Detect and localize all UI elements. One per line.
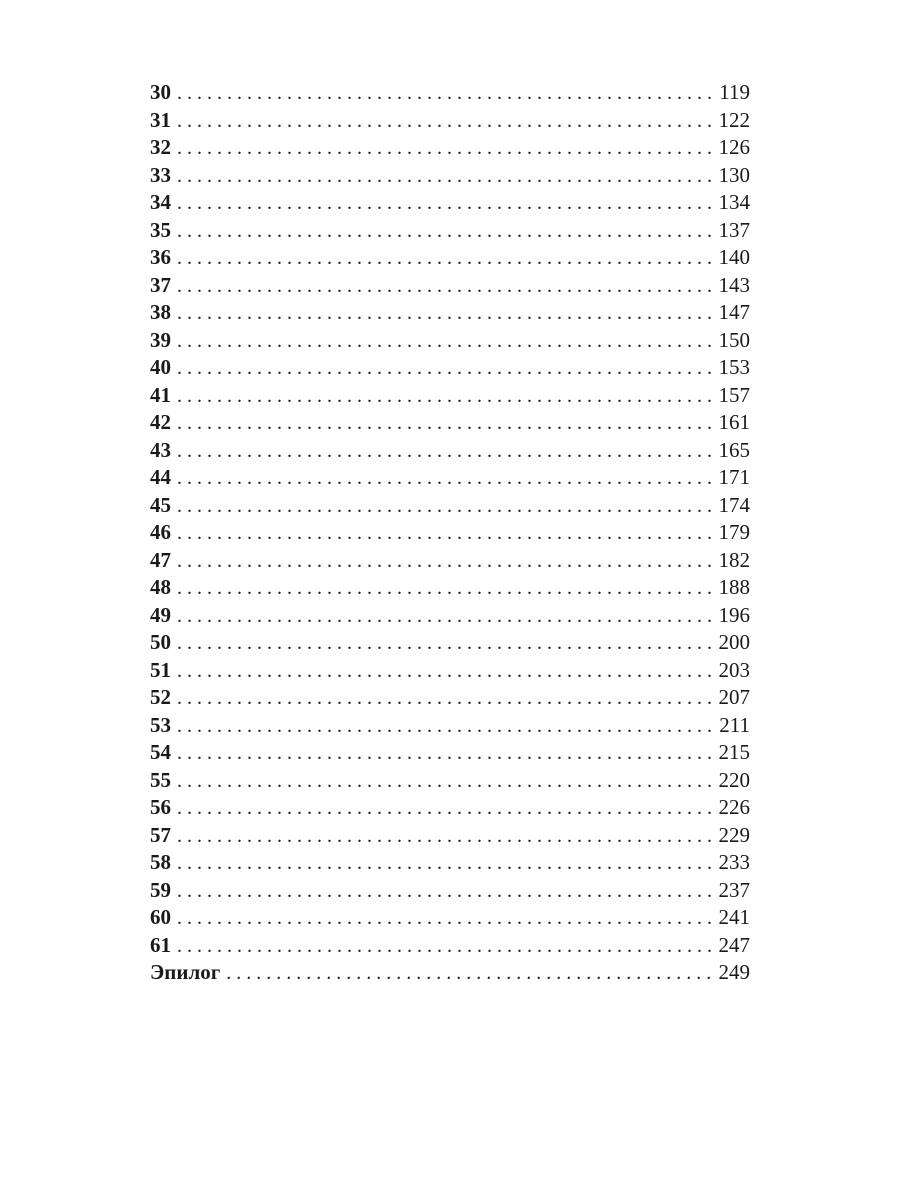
dot-leader bbox=[177, 658, 714, 686]
toc-entry-label: 34 bbox=[150, 190, 171, 214]
dot-leader bbox=[177, 438, 714, 466]
toc-entry-page-number: 207 bbox=[718, 685, 750, 709]
dot-leader bbox=[177, 685, 714, 713]
dot-leader bbox=[177, 548, 714, 576]
dot-leader bbox=[177, 878, 714, 906]
dot-leader bbox=[177, 768, 714, 796]
dot-leader bbox=[177, 383, 714, 411]
toc-entry bbox=[150, 932, 750, 960]
toc-entry-page-number: 229 bbox=[718, 822, 750, 847]
toc-entry-page-number: 130 bbox=[718, 162, 750, 187]
toc-entry-page-number: 211 bbox=[719, 712, 750, 737]
toc-entry bbox=[150, 547, 750, 575]
toc-entry-label: 35 bbox=[150, 217, 171, 242]
toc-entry bbox=[150, 877, 750, 905]
toc-entry-label: 55 bbox=[150, 767, 171, 792]
toc-entry-page-number: 196 bbox=[718, 602, 750, 627]
toc-entry bbox=[150, 437, 750, 465]
dot-leader bbox=[177, 493, 714, 521]
toc-entry-page-number: 182 bbox=[718, 547, 750, 572]
toc-entry-label: 37 bbox=[150, 272, 171, 297]
toc-entry-label: 51 bbox=[150, 657, 171, 682]
toc-entry bbox=[150, 574, 750, 602]
toc-entry-label: 49 bbox=[150, 602, 171, 627]
toc-entry bbox=[150, 904, 750, 932]
toc-entry-page-number: 150 bbox=[718, 327, 750, 352]
toc-entry-page-number: 247 bbox=[718, 932, 750, 957]
toc-entry bbox=[150, 382, 750, 410]
toc-entry-page-number: 220 bbox=[718, 767, 750, 792]
toc-entry-label: 33 bbox=[150, 162, 171, 187]
dot-leader bbox=[177, 740, 714, 768]
toc-entry-page-number: 188 bbox=[718, 575, 750, 599]
dot-leader bbox=[177, 410, 714, 438]
toc-entry-label: 38 bbox=[150, 300, 171, 324]
toc-entry-page-number: 233 bbox=[718, 850, 750, 874]
toc-entry-label: 36 bbox=[150, 245, 171, 269]
dot-leader bbox=[177, 603, 714, 631]
dot-leader bbox=[177, 823, 714, 851]
toc-entry-label: 53 bbox=[150, 712, 171, 737]
toc-entry bbox=[150, 162, 750, 190]
toc-entry bbox=[150, 657, 750, 685]
dot-leader bbox=[177, 328, 714, 356]
toc-entry bbox=[150, 464, 750, 492]
dot-leader bbox=[177, 163, 714, 191]
toc-entry-label: 60 bbox=[150, 905, 171, 929]
toc-entry-page-number: 134 bbox=[718, 190, 750, 214]
toc-entry bbox=[150, 354, 750, 382]
toc-entry bbox=[150, 712, 750, 740]
toc-entry-page-number: 153 bbox=[718, 355, 750, 379]
toc-entry bbox=[150, 189, 750, 217]
toc-entry bbox=[150, 107, 750, 135]
toc-entry-label: 52 bbox=[150, 685, 171, 709]
toc-entry bbox=[150, 767, 750, 795]
toc-entry-label: 39 bbox=[150, 327, 171, 352]
dot-leader bbox=[177, 905, 714, 933]
toc-entry-page-number: 137 bbox=[718, 217, 750, 242]
toc-entry-label: Эпилог bbox=[150, 960, 221, 984]
toc-entry-page-number: 126 bbox=[718, 135, 750, 159]
toc-entry bbox=[150, 602, 750, 630]
toc-entry bbox=[150, 794, 750, 822]
toc-entry-page-number: 171 bbox=[718, 465, 750, 489]
toc-entry bbox=[150, 739, 750, 767]
toc-entry-page-number: 237 bbox=[718, 877, 750, 902]
dot-leader bbox=[177, 190, 714, 218]
toc-entry-label: 40 bbox=[150, 355, 171, 379]
dot-leader bbox=[177, 218, 714, 246]
toc-entry-label: 57 bbox=[150, 822, 171, 847]
toc-entry-label: 59 bbox=[150, 877, 171, 902]
toc-entry-page-number: 165 bbox=[718, 437, 750, 462]
toc-entry-page-number: 241 bbox=[718, 905, 750, 929]
toc-entry bbox=[150, 629, 750, 657]
toc-entry-page-number: 226 bbox=[718, 795, 750, 819]
toc-entry bbox=[150, 492, 750, 520]
toc-entry bbox=[150, 217, 750, 245]
dot-leader bbox=[177, 245, 714, 273]
table-of-contents bbox=[150, 79, 750, 987]
toc-entry bbox=[150, 959, 750, 987]
toc-entry bbox=[150, 272, 750, 300]
dot-leader bbox=[177, 713, 714, 741]
toc-entry-label: 50 bbox=[150, 630, 171, 654]
toc-entry-label: 61 bbox=[150, 932, 171, 957]
toc-entry bbox=[150, 519, 750, 547]
toc-entry-label: 42 bbox=[150, 410, 171, 434]
toc-entry-label: 58 bbox=[150, 850, 171, 874]
dot-leader bbox=[177, 135, 714, 163]
toc-entry-label: 30 bbox=[150, 80, 171, 104]
dot-leader bbox=[177, 355, 714, 383]
toc-entry bbox=[150, 299, 750, 327]
toc-entry-label: 31 bbox=[150, 107, 171, 132]
toc-entry-page-number: 249 bbox=[718, 960, 750, 984]
dot-leader bbox=[177, 795, 714, 823]
toc-entry-label: 41 bbox=[150, 382, 171, 407]
toc-entry bbox=[150, 327, 750, 355]
toc-entry-page-number: 179 bbox=[718, 520, 750, 544]
toc-entry-page-number: 157 bbox=[718, 382, 750, 407]
toc-entry bbox=[150, 822, 750, 850]
toc-entry-page-number: 161 bbox=[718, 410, 750, 434]
dot-leader bbox=[177, 80, 714, 108]
toc-entry-page-number: 140 bbox=[718, 245, 750, 269]
dot-leader bbox=[177, 850, 714, 878]
toc-entry bbox=[150, 244, 750, 272]
toc-entry-page-number: 215 bbox=[718, 740, 750, 764]
toc-entry bbox=[150, 79, 750, 107]
toc-entry-label: 32 bbox=[150, 135, 171, 159]
dot-leader bbox=[177, 273, 714, 301]
toc-entry-page-number: 174 bbox=[718, 492, 750, 517]
dot-leader bbox=[177, 465, 714, 493]
dot-leader bbox=[177, 520, 714, 548]
dot-leader bbox=[226, 960, 714, 988]
toc-entry-label: 46 bbox=[150, 520, 171, 544]
dot-leader bbox=[177, 300, 714, 328]
toc-entry bbox=[150, 849, 750, 877]
toc-entry bbox=[150, 134, 750, 162]
toc-entry-page-number: 203 bbox=[718, 657, 750, 682]
toc-entry-label: 44 bbox=[150, 465, 171, 489]
toc-entry-page-number: 200 bbox=[718, 630, 750, 654]
toc-entry-label: 56 bbox=[150, 795, 171, 819]
toc-entry-page-number: 122 bbox=[718, 107, 750, 132]
dot-leader bbox=[177, 108, 714, 136]
toc-entry-label: 47 bbox=[150, 547, 171, 572]
dot-leader bbox=[177, 630, 714, 658]
toc-entry-label: 48 bbox=[150, 575, 171, 599]
toc-entry-page-number: 143 bbox=[718, 272, 750, 297]
toc-entry-label: 54 bbox=[150, 740, 171, 764]
toc-entry-label: 43 bbox=[150, 437, 171, 462]
toc-entry-label: 45 bbox=[150, 492, 171, 517]
toc-entry-page-number: 119 bbox=[719, 80, 750, 104]
toc-entry bbox=[150, 409, 750, 437]
dot-leader bbox=[177, 575, 714, 603]
dot-leader bbox=[177, 933, 714, 961]
toc-entry-page-number: 147 bbox=[718, 300, 750, 324]
toc-entry bbox=[150, 684, 750, 712]
